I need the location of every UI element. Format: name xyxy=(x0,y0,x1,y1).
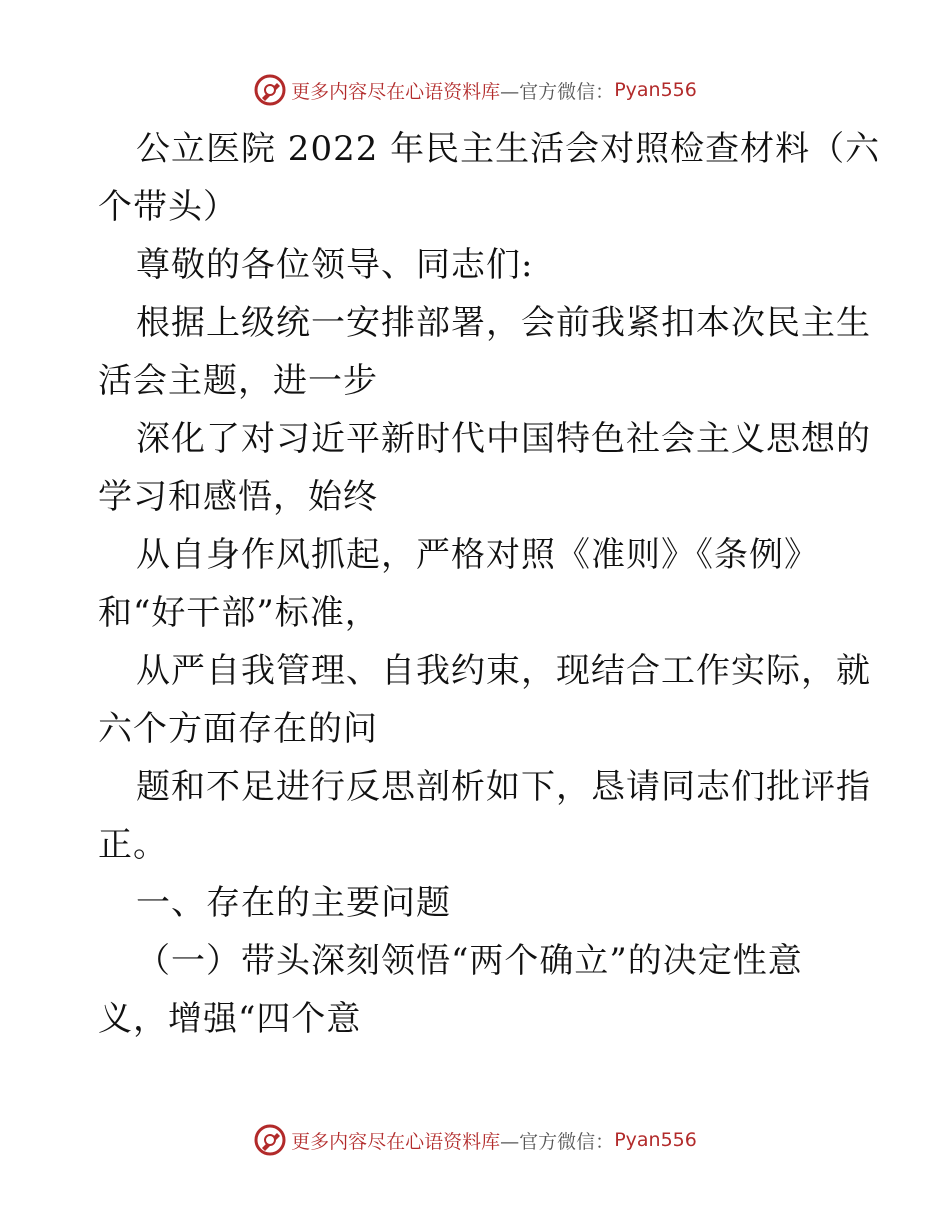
footer-watermark-banner xyxy=(0,1120,950,1160)
subsection-heading-line-1: （一）带头深刻领悟“两个确立”的决定性意 xyxy=(136,941,803,981)
footer-brand-text: 更多内容尽在心语资料库 xyxy=(291,1130,501,1153)
document-title-line-1: 公立医院 2022 年民主生活会对照检查材料（六 xyxy=(136,129,881,169)
paragraph-line: 题和不足进行反思剖析如下，恳请同志们批评指 xyxy=(136,767,871,807)
paragraph-line: 从严自我管理、自我约束，现结合工作实际，就 xyxy=(136,651,871,691)
paragraph-line: 六个方面存在的问 xyxy=(98,709,378,749)
quill-logo-icon xyxy=(253,73,287,107)
paragraph-line: 学习和感悟，始终 xyxy=(98,477,378,517)
quill-logo-icon xyxy=(253,1123,287,1157)
salutation: 尊敬的各位领导、同志们: xyxy=(136,245,534,285)
paragraph-line: 正。 xyxy=(98,825,168,865)
footer-wechat-id: Pyan556 xyxy=(614,1129,697,1151)
section-heading: 一、存在的主要问题 xyxy=(136,883,451,923)
document-body xyxy=(98,120,881,1048)
paragraph-line: 根据上级统一安排部署，会前我紧扣本次民主生 xyxy=(136,303,871,343)
footer-official-text: —官方微信： xyxy=(500,1130,615,1153)
header-official-text: —官方微信： xyxy=(500,80,615,103)
header-brand-text: 更多内容尽在心语资料库 xyxy=(291,80,501,103)
paragraph-line: 活会主题，进一步 xyxy=(98,361,378,401)
paragraph-line: 从自身作风抓起，严格对照《准则》《条例》 xyxy=(136,535,819,575)
paragraph-line: 和“好干部”标准， xyxy=(98,593,380,633)
header-watermark-banner xyxy=(0,70,950,110)
subsection-heading-line-2: 义，增强“四个意 xyxy=(98,999,362,1039)
header-wechat-id: Pyan556 xyxy=(614,79,697,101)
document-title-line-2: 个带头） xyxy=(98,187,238,227)
paragraph-line: 深化了对习近平新时代中国特色社会主义思想的 xyxy=(136,419,871,459)
